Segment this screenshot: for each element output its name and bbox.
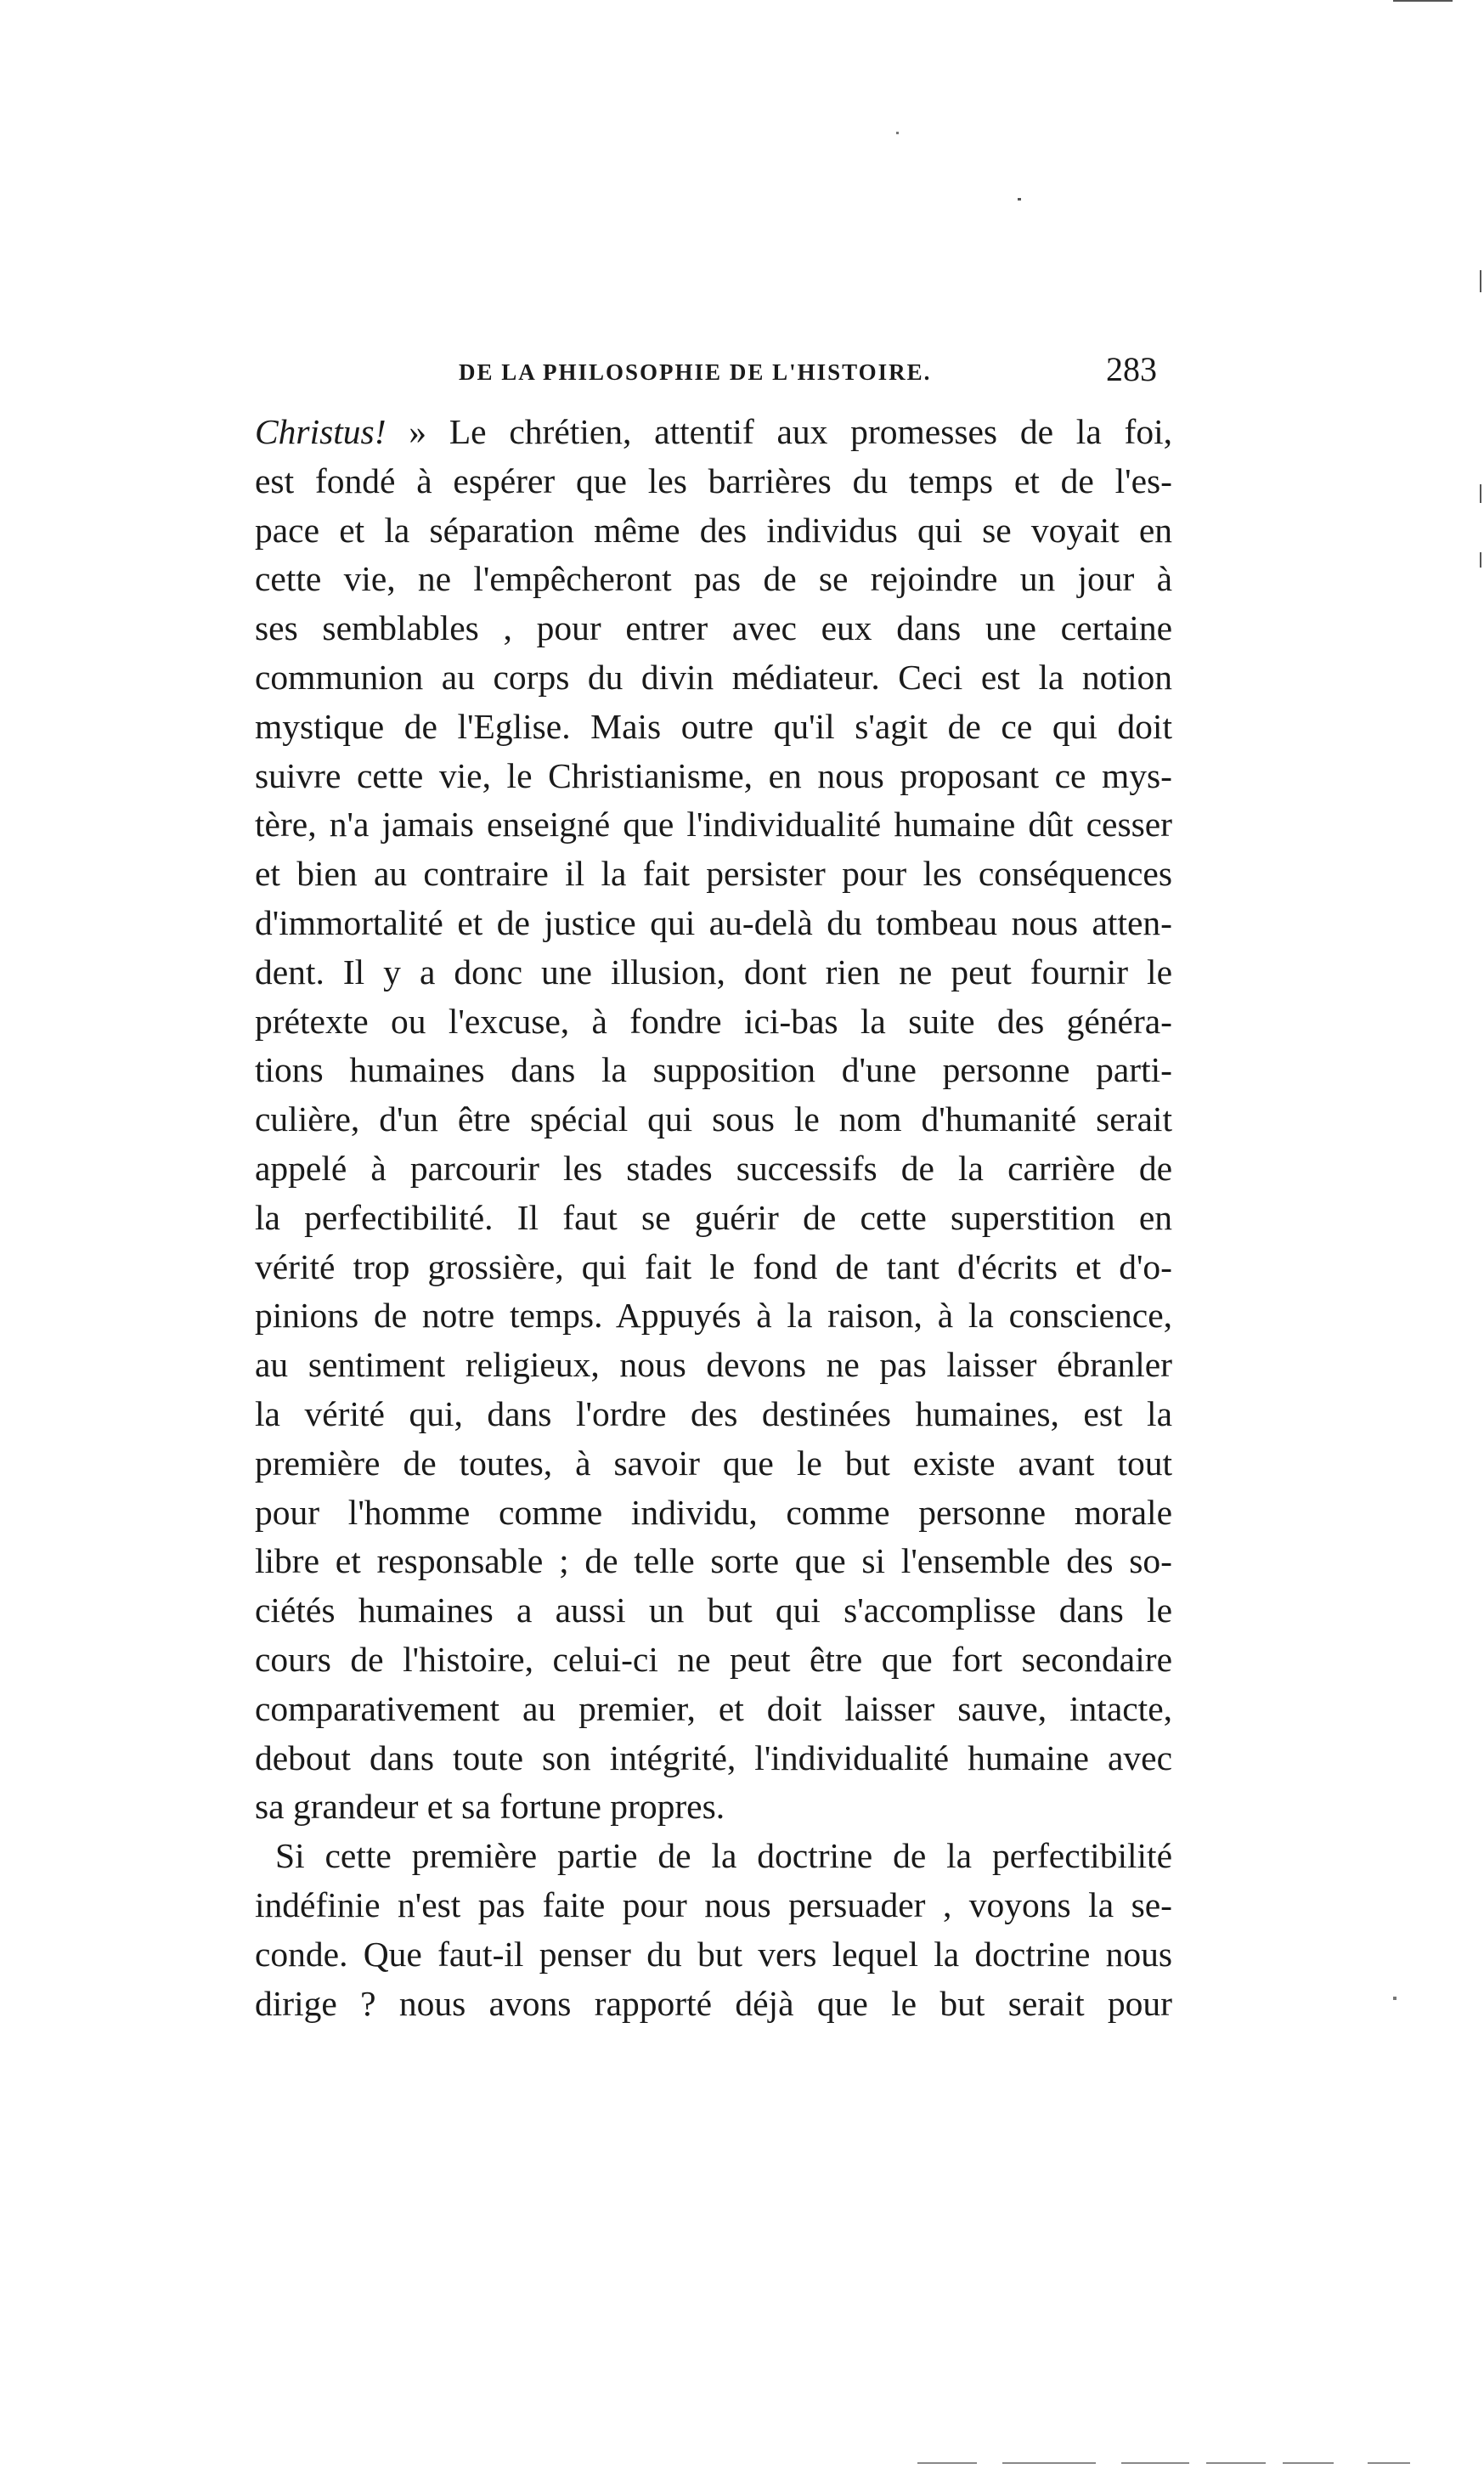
scan-edge-mark [1480,484,1481,503]
scan-edge-mark [1368,2462,1410,2464]
text-line: appelé à parcourir les stades successifs de la carrière de [255,1148,1172,1188]
text-line: ciétés humaines a aussi un but qui s'accomplisse dans le [255,1590,1172,1630]
text-line: et bien au contraire il la fait persister pour les conséquences [255,854,1172,894]
scan-edge-mark [1480,552,1481,568]
text-line: dent. Il y a donc une illusion, dont rien ne peut fournir le [255,952,1172,992]
text-line: première de toutes, à savoir que le but existe avant tout [255,1443,1172,1483]
text-line: au sentiment religieux, nous devons ne pas laisser ébranler [255,1345,1172,1385]
text-line: suivre cette vie, le Christianisme, en nous proposant ce mys- [255,755,1172,795]
scan-edge-mark [1283,2462,1334,2464]
scan-speck [1393,1997,1397,2000]
text-line: la vérité qui, dans l'ordre des destinées humaines, est la [255,1393,1172,1433]
scan-speck [1018,198,1021,201]
text-line: ses semblables , pour entrer avec eux dans une certaine [255,608,1172,648]
running-title: DE LA PHILOSOPHIE DE L'HISTOIRE. [459,359,932,385]
text-line: conde. Que faut-il penser du but vers lequel la doctrine nous [255,1934,1172,1974]
text-line: prétexte ou l'excuse, à fondre ici-bas la suite des généra- [255,1001,1172,1041]
text-line: mystique de l'Eglise. Mais outre qu'il s'agit de ce qui doit [255,706,1172,746]
text-line: tions humaines dans la supposition d'une personne parti- [255,1050,1172,1090]
scan-edge-mark [917,2462,977,2464]
text-line: pour l'homme comme individu, comme personne morale [255,1492,1172,1532]
scan-edge-mark [1206,2462,1266,2464]
text-line: comparativement au premier, et doit laisser sauve, intacte, [255,1688,1172,1728]
scan-speck [896,132,899,134]
page-number: 283 [1106,350,1157,388]
scan-edge-mark [1480,270,1481,292]
text-line: communion au corps du divin médiateur. Ceci est la notion [255,657,1172,697]
text-line: vérité trop grossière, qui fait le fond de tant d'écrits et d'o- [255,1246,1172,1286]
running-head [255,344,1172,404]
scan-edge-mark [1002,2462,1096,2464]
text-line: dirige ? nous avons rapporté déjà que le but serait pour [255,1983,1172,2023]
body-text [255,408,1172,2028]
scan-edge-mark [1393,0,1453,2]
text-line: sa grandeur et sa fortune propres. [255,1787,725,1827]
text-line: debout dans toute son intégrité, l'individualité humaine avec [255,1737,1172,1777]
opening-italic-word: Christus! [255,412,387,451]
text-line: culière, d'un être spécial qui sous le nom d'humanité serait [255,1099,1172,1139]
text-line: Si cette première partie de la doctrine de la perfectibilité [275,1836,1172,1876]
text-line: cours de l'histoire, celui-ci ne peut être que fort secondaire [255,1639,1172,1679]
text-line: libre et responsable ; de telle sorte que si l'ensemble des so- [255,1541,1172,1581]
text-line: indéfinie n'est pas faite pour nous persuader , voyons la se- [255,1884,1172,1924]
text-line: cette vie, ne l'empêcheront pas de se rejoindre un jour à [255,559,1172,599]
text-line: pinions de notre temps. Appuyés à la raison, à la conscience, [255,1296,1172,1336]
text-line: Christus! » Le chrétien, attentif aux promesses de la foi, [255,412,1172,451]
text-line: la perfectibilité. Il faut se guérir de cette superstition en [255,1197,1172,1237]
text-line: est fondé à espérer que les barrières du temps et de l'es- [255,460,1172,500]
text-line: d'immortalité et de justice qui au-delà du tombeau nous atten- [255,902,1172,942]
scan-edge-mark [1121,2462,1189,2464]
text-line: tère, n'a jamais enseigné que l'individualité humaine dût cesser [255,805,1172,845]
text-line: pace et la séparation même des individus qui se voyait en [255,510,1172,550]
